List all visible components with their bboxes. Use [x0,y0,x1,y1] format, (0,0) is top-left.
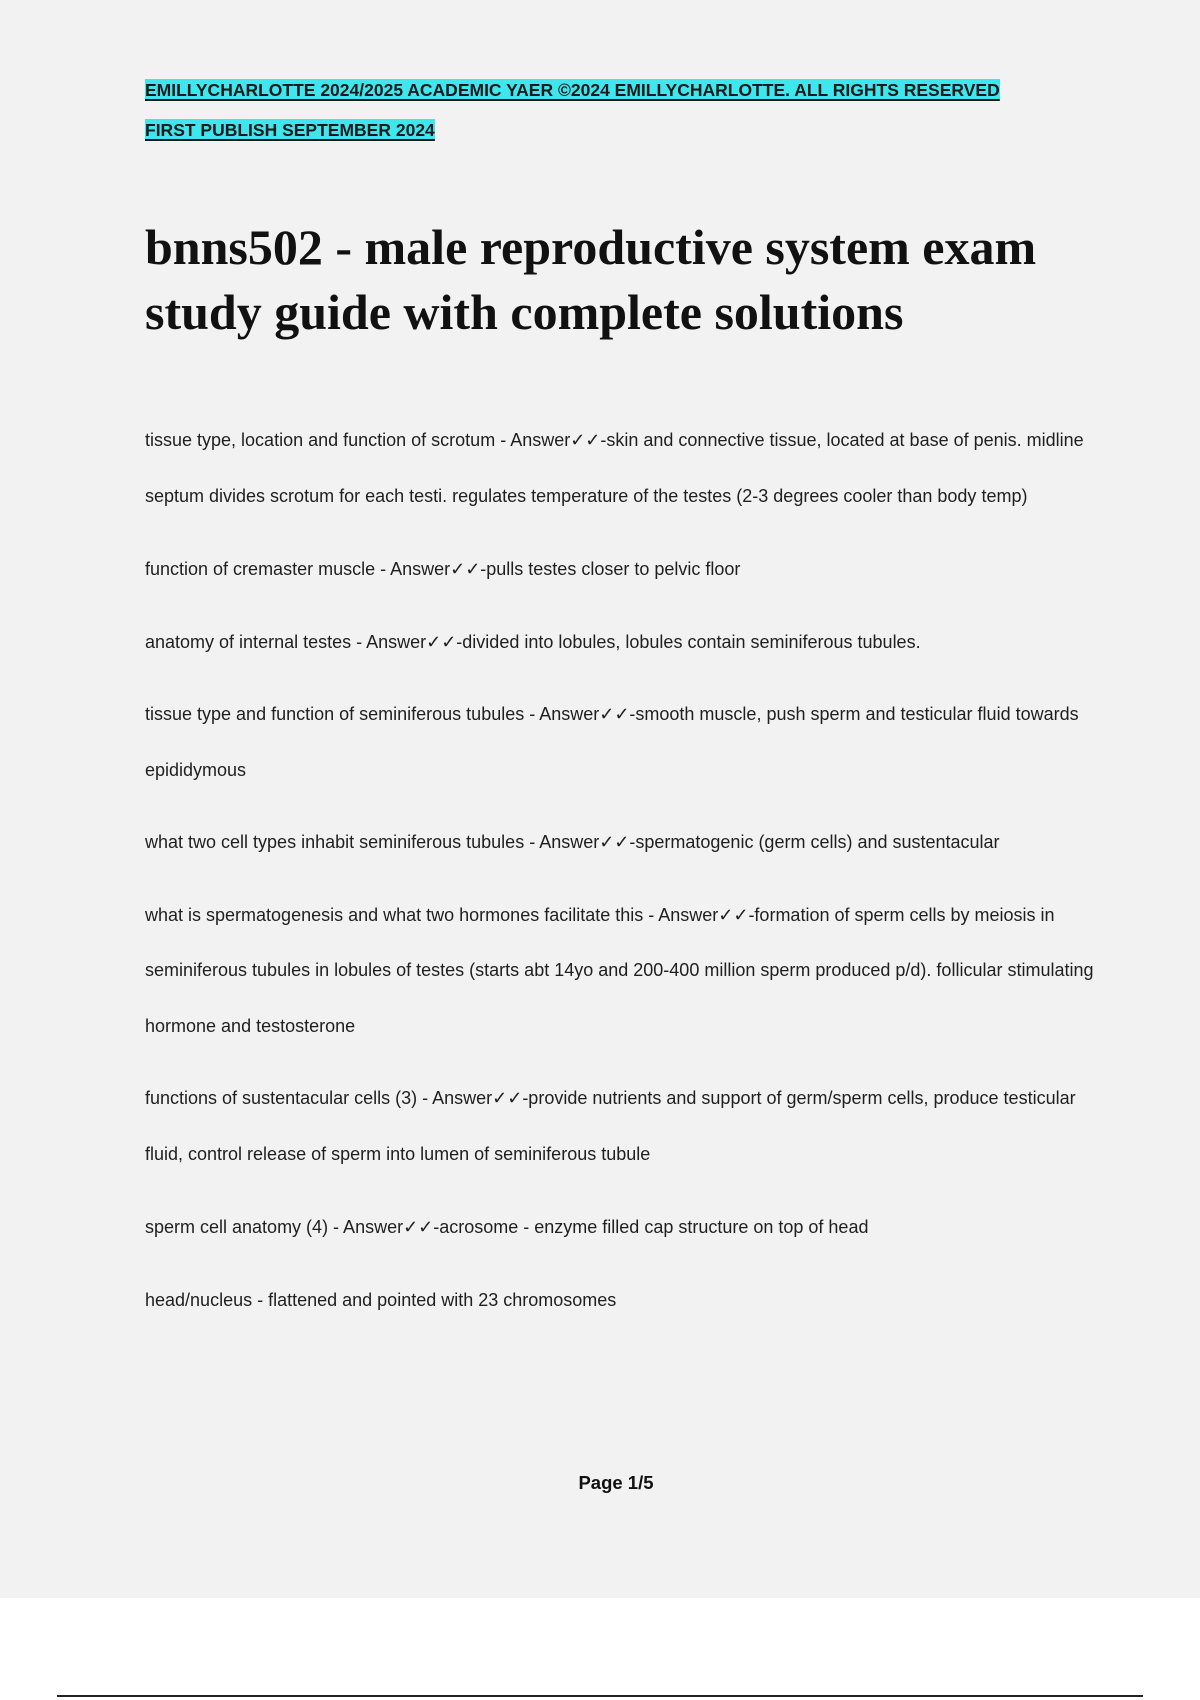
copyright-line: EMILLYCHARLOTTE 2024/2025 ACADEMIC YAER ©2024 EMILLYCHARLOTTE. ALL RIGHTS RESERVED [145,80,1000,100]
qa-text: tissue type, location and function of scrotum - Answer✓✓-skin and connective tissue, located at base of penis. midline septum divides scrotum for each testi. regulates temperature of the testes (2-3 degrees cooler than body temp) [145,430,1084,506]
qa-item [145,614,1095,670]
qa-text: head/nucleus - flattened and pointed with 23 chromosomes [145,1290,617,1310]
publish-date-line: FIRST PUBLISH SEPTEMBER 2024 [145,120,435,140]
qa-text: functions of sustentacular cells (3) - Answer✓✓-provide nutrients and support of germ/sperm cells, produce testicular fluid, control release of sperm into lumen of seminiferous tubule [145,1088,1076,1164]
document-title: bnns502 - male reproductive system exam study guide with complete solutions [145,219,1037,340]
qa-item [145,815,1095,871]
qa-item [145,1272,1095,1328]
qa-item [145,687,1095,798]
qa-item [145,888,1095,1055]
qa-item [145,541,1095,597]
qa-text: what is spermatogenesis and what two hormones facilitate this - Answer✓✓-formation of sperm cells by meiosis in seminiferous tubules in lobules of testes (starts abt 14yo and 200-400 million sperm produced p/d). follicular stimulating hormone and testosterone [145,904,1094,1036]
qa-item [145,1071,1095,1182]
copyright-header [145,70,1085,150]
qa-list [145,413,1095,1345]
page-divider [57,1695,1143,1697]
qa-text: tissue type and function of seminiferous tubules - Answer✓✓-smooth muscle, push sperm and testicular fluid towards epididymous [145,704,1079,780]
qa-item [145,1199,1095,1255]
qa-text: what two cell types inhabit seminiferous tubules - Answer✓✓-spermatogenic (germ cells) and sustentacular [145,832,1000,852]
page-number: Page 1/5 [578,1472,654,1493]
qa-text: sperm cell anatomy (4) - Answer✓✓-acrosome - enzyme filled cap structure on top of head [145,1217,869,1237]
qa-text: function of cremaster muscle - Answer✓✓-pulls testes closer to pelvic floor [145,559,741,579]
qa-text: anatomy of internal testes - Answer✓✓-divided into lobules, lobules contain seminiferous tubules. [145,632,921,652]
qa-item [145,413,1095,524]
